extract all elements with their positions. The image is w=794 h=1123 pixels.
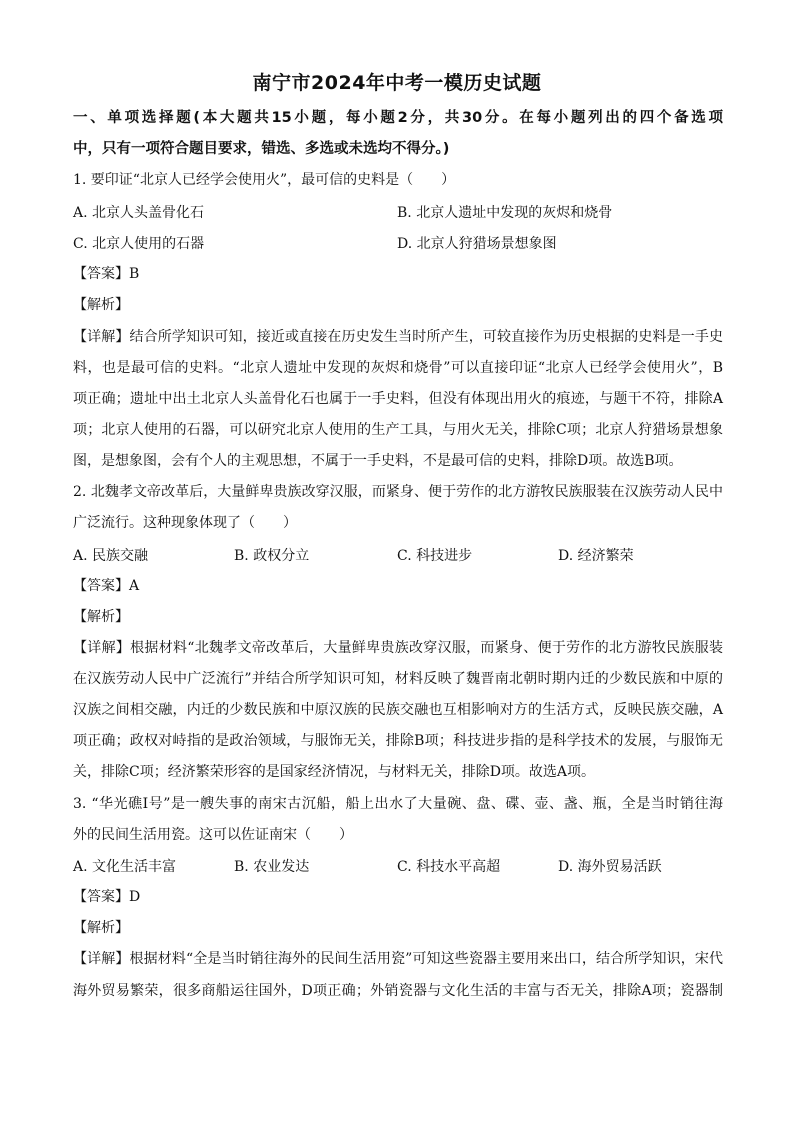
- question-2-answer: 【答案】A: [73, 578, 140, 594]
- question-3-option-c: C. 科技水平高超: [397, 859, 501, 875]
- question-2-detail-line: 汉族之间相交融，内迁的少数民族和中原汉族的民族交融也互相影响对方的生活方式，反映民族交融，A: [73, 702, 723, 718]
- question-2-analysis-label: 【解析】: [73, 609, 129, 625]
- question-2-detail-line: 项正确；政权对峙指的是政治领域，与服饰无关，排除B项；科技进步指的是科学技术的发展，与服饰无: [73, 733, 723, 749]
- question-1-detail-line: 料，也是最可信的史料。“北京人遗址中发现的灰烬和烧骨”可以直接印证“北京人已经学会使用火”，B: [73, 360, 723, 376]
- question-3-option-d: D. 海外贸易活跃: [558, 859, 662, 875]
- section-heading-line-2: 中，只有一项符合题目要求，错选、多选或未选均不得分。): [73, 141, 450, 157]
- question-1-answer: 【答案】B: [73, 266, 140, 282]
- question-2-stem: 广泛流行。这种现象体现了（ ）: [73, 515, 297, 531]
- section-heading-line-1: 一、单项选择题(本大题共15小题，每小题2分，共30分。在每小题列出的四个备选项: [73, 110, 723, 126]
- question-1-option-d: D. 北京人狩猎场景想象图: [397, 236, 557, 252]
- question-3-detail-line: 【详解】根据材料“全是当时销往海外的民间生活用瓷”可知这些瓷器主要用来出口，结合所学知识，宋代: [73, 951, 723, 967]
- question-3-analysis-label: 【解析】: [73, 920, 129, 936]
- question-1-detail-line: 项；北京人使用的石器，可以研究北京人使用的生产工具，与用火无关，排除C项；北京人狩猎场景想象: [73, 422, 723, 438]
- question-1-stem: 1. 要印证“北京人已经学会使用火”，最可信的史料是（ ）: [73, 172, 456, 188]
- question-2-option-b: B. 政权分立: [234, 548, 310, 564]
- question-1-option-c: C. 北京人使用的石器: [73, 236, 205, 252]
- question-3-option-b: B. 农业发达: [234, 859, 310, 875]
- question-3-stem: 外的民间生活用瓷。这可以佐证南宋（ ）: [73, 827, 353, 843]
- question-3-answer: 【答案】D: [73, 889, 141, 905]
- question-3-detail-line: 海外贸易繁荣，很多商船运往国外，D项正确；外销瓷器与文化生活的丰富与否无关，排除A项；瓷器制: [73, 983, 723, 999]
- page-title: 南宁市2024年中考一模历史试题: [252, 72, 542, 94]
- question-2-stem: 2. 北魏孝文帝改革后，大量鲜卑贵族改穿汉服，而紧身、便于劳作的北方游牧民族服装在汉族劳动人民中: [73, 484, 723, 500]
- question-3-option-a: A. 文化生活丰富: [73, 859, 177, 875]
- question-1-detail-line: 【详解】结合所学知识可知，接近或直接在历史发生当时所产生，可较直接作为历史根据的史料是一手史: [73, 329, 723, 345]
- question-3-stem: 3. “华光礁Ⅰ号”是一艘失事的南宋古沉船，船上出水了大量碗、盘、碟、壶、盏、瓶，全是当时销往海: [73, 796, 723, 812]
- question-2-option-d: D. 经济繁荣: [558, 548, 634, 564]
- question-1-option-a: A. 北京人头盖骨化石: [73, 205, 205, 221]
- question-1-analysis-label: 【解析】: [73, 297, 129, 313]
- question-2-detail-line: 在汉族劳动人民中广泛流行”并结合所学知识可知，材料反映了魏晋南北朝时期内迁的少数民族和中原的: [73, 671, 723, 687]
- question-1-detail-line: 项正确；遗址中出土北京人头盖骨化石也属于一手史料，但没有体现出用火的痕迹，与题干不符，排除A: [73, 391, 723, 407]
- question-2-option-a: A. 民族交融: [73, 548, 149, 564]
- question-1-option-b: B. 北京人遗址中发现的灰烬和烧骨: [397, 205, 613, 221]
- question-2-detail-line: 【详解】根据材料“北魏孝文帝改革后，大量鲜卑贵族改穿汉服，而紧身、便于劳作的北方游牧民族服装: [73, 640, 723, 656]
- question-2-detail-line: 关，排除C项；经济繁荣形容的是国家经济情况，与材料无关，排除D项。故选A项。: [73, 764, 596, 780]
- question-2-option-c: C. 科技进步: [397, 548, 473, 564]
- question-1-detail-line: 图，是想象图，会有个人的主观思想，不属于一手史料，不是最可信的史料，排除D项。故选B项。: [73, 453, 683, 469]
